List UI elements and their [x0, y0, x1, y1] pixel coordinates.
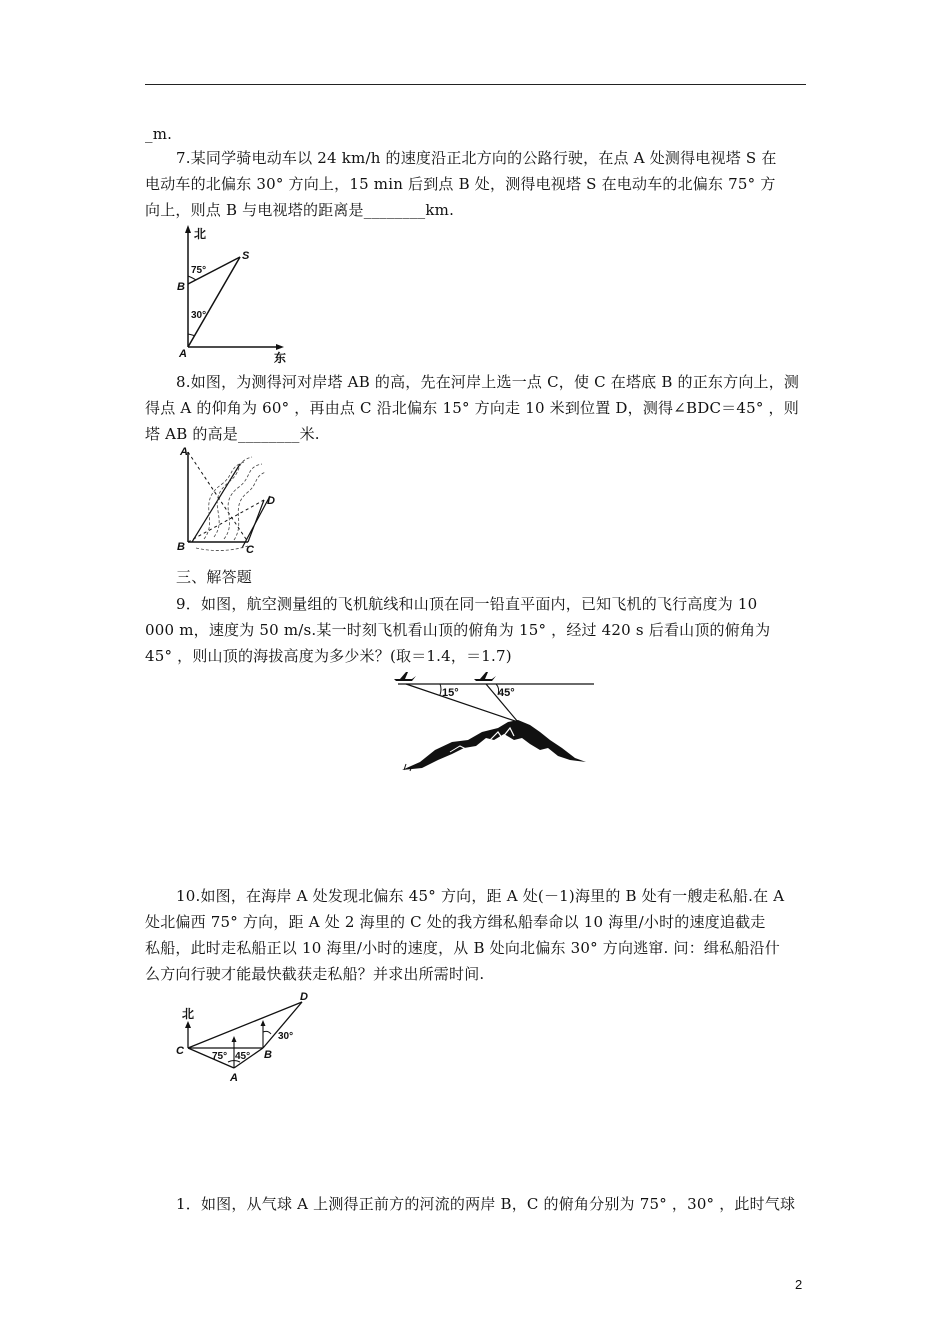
point-a-label: A	[230, 1072, 238, 1084]
point-c-label: C	[246, 544, 254, 556]
figure-8	[174, 442, 294, 560]
question-10-line-2: 处北偏西 75° 方向，距 A 处 2 海里的 C 处的我方缉私船奉命以 10 海里/小时的速度追截走	[145, 913, 766, 931]
question-10-line-4: 么方向行驶才能最快截获走私船？并求出所需时间.	[145, 965, 485, 983]
airplane-icon	[474, 672, 496, 681]
angle-75-label: 75°	[212, 1051, 228, 1062]
section-heading: 三、解答题	[176, 568, 253, 586]
point-b-label: B	[264, 1049, 272, 1061]
header-rule	[145, 84, 806, 85]
figure-9	[390, 670, 600, 780]
question-9-line-1: 9．如图，航空测量组的飞机航线和山顶在同一铅直平面内，已知飞机的飞行高度为 10	[176, 595, 758, 613]
mountain-icon	[402, 720, 586, 770]
angle-45-label: 45°	[235, 1051, 251, 1062]
angle-45-label: 45°	[498, 687, 515, 699]
question-8-line-2: 得点 A 的仰角为 60° ，再由点 C 沿北偏东 15° 方向走 10 米到位置 D，测得∠BDC＝45° ，则	[145, 399, 799, 417]
question-7-line-1: 7.某同学骑电动车以 24 km/h 的速度沿正北方向的公路行驶，在点 A 处测得电视塔 S 在	[176, 149, 777, 167]
question-7-line-2: 电动车的北偏东 30° 方向上，15 min 后到点 B 处，测得电视塔 S 在电动车的北偏东 75° 方	[145, 175, 776, 193]
question-10-line-3: 私船，此时走私船正以 10 海里/小时的速度，从 B 处向北偏东 30° 方向逃窜. 问：缉私船沿什	[145, 939, 780, 957]
point-b-label: B	[177, 281, 185, 293]
angle-15-label: 15°	[442, 687, 459, 699]
point-b-label: B	[177, 541, 185, 553]
question-9-line-2: 000 m，速度为 50 m/s.某一时刻飞机看山顶的俯角为 15° ，经过 420 s 后看山顶的俯角为	[145, 621, 771, 639]
angle-30-label: 30°	[278, 1031, 294, 1042]
question-8-line-3: 塔 AB 的高是________米.	[145, 425, 320, 443]
north-label: 北	[194, 227, 207, 241]
text-line: _m.	[145, 125, 173, 143]
point-s-label: S	[242, 250, 250, 262]
east-label: 东	[274, 351, 287, 364]
point-d-label: D	[267, 495, 275, 507]
question-1-line-1: 1．如图，从气球 A 上测得正前方的河流的两岸 B，C 的俯角分别为 75° ，30° ，此时气球	[176, 1195, 796, 1213]
angle-75-label: 75°	[191, 265, 207, 276]
point-a-label: A	[179, 348, 187, 360]
question-9-line-3: 45° ，则山顶的海拔高度为多少米？(取＝1.4，＝1.7)	[145, 647, 512, 665]
figure-10	[168, 990, 318, 1086]
point-a-label: A	[180, 446, 188, 458]
angle-30-label: 30°	[191, 310, 207, 321]
question-7-line-3: 向上，则点 B 与电视塔的距离是________km.	[145, 201, 455, 219]
page-number: 2	[795, 1277, 803, 1292]
question-10-line-1: 10.如图，在海岸 A 处发现北偏东 45° 方向，距 A 处(－1)海里的 B 处有一艘走私船.在 A	[176, 887, 785, 905]
question-8-line-1: 8.如图，为测得河对岸塔 AB 的高，先在河岸上选一点 C，使 C 在塔底 B 的正东方向上，测	[176, 373, 800, 391]
airplane-icon	[394, 672, 416, 681]
figure-7	[168, 222, 298, 364]
point-d-label: D	[300, 991, 308, 1003]
north-label: 北	[182, 1007, 195, 1021]
point-c-label: C	[176, 1045, 184, 1057]
